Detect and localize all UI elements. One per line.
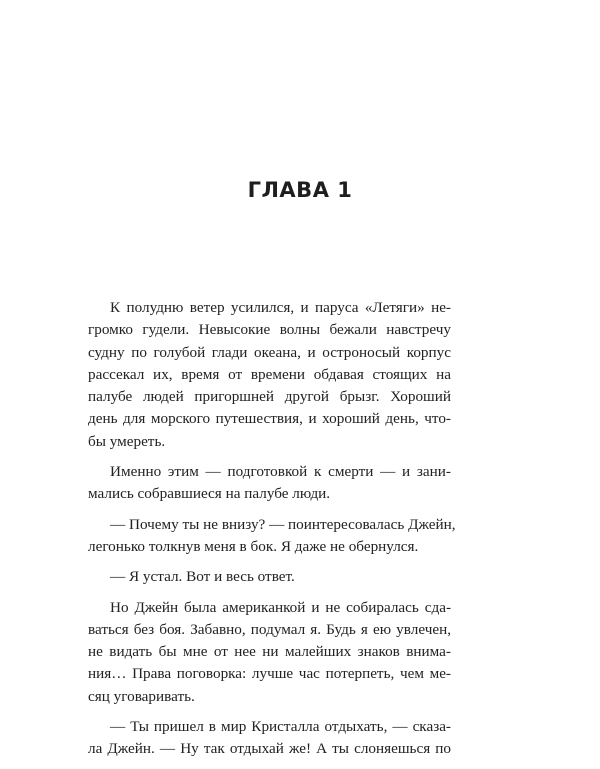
text-line: рассекал их, время от времени обдавая стоящих на: [88, 365, 451, 383]
text-line: мались собравшиеся на палубе люди.: [88, 485, 331, 503]
text-line: — Ты пришел в мир Кристалла отдыхать, — сказа-: [110, 718, 451, 736]
text-line: — Почему ты не внизу? — поинтересовалась Джейн,: [110, 515, 456, 533]
paragraph: [88, 297, 451, 453]
text-line: не видать бы мне от нее ни малейших знаков внима-: [88, 643, 451, 661]
text-line: легонько толкнув меня в бок. Я даже не обернулся.: [88, 537, 419, 555]
text-line: ния… Права поговорка: лучше час потерпеть, чем ме-: [88, 665, 451, 683]
text-line: ла Джейн. — Ну так отдыхай же! А ты слоняешься по: [88, 740, 451, 758]
text-line: ваться без боя. Забавно, подумал я. Будь я ею увлечен,: [88, 620, 451, 638]
paragraph: [88, 716, 451, 761]
paragraph: [88, 461, 451, 506]
text-line: день для морского путешествия, и хороший день, что-: [88, 410, 451, 428]
text-line: Но Джейн была американкой и не собиралась сда-: [110, 598, 451, 616]
text-line: громко гудели. Невысокие волны бежали навстречу: [88, 321, 451, 339]
paragraph: [88, 514, 456, 559]
paragraph: [88, 597, 451, 708]
text-line: — Я устал. Вот и весь ответ.: [110, 568, 295, 586]
text-line: К полудню ветер усилился, и паруса «Летяги» не-: [110, 299, 451, 316]
paragraph: [88, 566, 451, 588]
text-line: палубе людей пригоршней другой брызг. Хороший: [88, 388, 451, 406]
text-line: бы умереть.: [88, 432, 166, 450]
text-line: сяц уговаривать.: [88, 687, 195, 705]
text-line: судну по голубой глади океана, и остроносый корпус: [88, 343, 451, 361]
text-line: Именно этим — подготовкой к смерти — и зани-: [110, 463, 451, 481]
chapter-title: ГЛАВА 1: [247, 178, 353, 202]
chapter-text: [88, 297, 456, 769]
